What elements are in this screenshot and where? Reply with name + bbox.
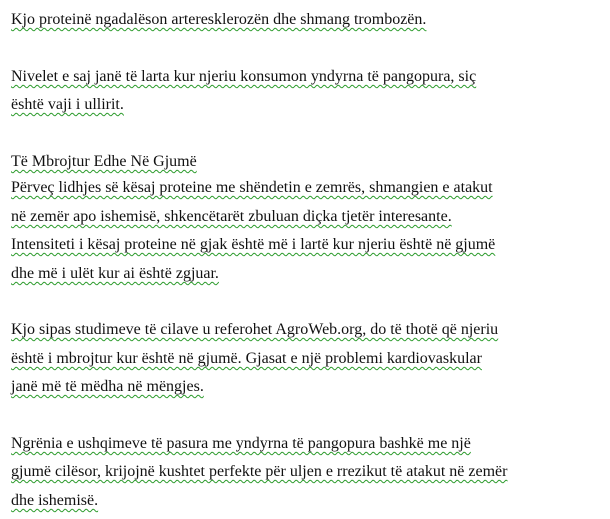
paragraph-4-line-3: janë më të mëdha në mëngjes. [11, 378, 204, 395]
paragraph-4-line-2: është i mbrojtur kur është në gjumë. Gjasat e një problemi kardiovaskular [11, 350, 482, 367]
paragraph-2-line-1: Nivelet e saj janë të larta kur njeriu konsumon yndyrna të pangopura, siç [11, 68, 477, 85]
paragraph-3-line-3: Intensiteti i kësaj proteine në gjak është më i lartë kur njeriu është në gjumë [11, 236, 496, 253]
section-heading: Të Mbrojtur Edhe Në Gjumë [11, 153, 197, 170]
paragraph-3-line-4: dhe më i ulët kur ai është zgjuar. [11, 265, 219, 282]
paragraph-5-line-3: dhe ishemisë. [11, 492, 99, 509]
paragraph-5-line-1: Ngrënia e ushqimeve të pasura me yndyrna të pangopura bashkë me një [11, 435, 471, 452]
paragraph-5-line-2: gjumë cilësor, krijojnë kushtet perfekte për uljen e rrezikut të atakut në zemër [11, 463, 508, 480]
paragraph-3-line-2: në zemër apo ishemisë, shkencëtarët zbuluan diçka tjetër interesante. [11, 208, 452, 225]
paragraph-4-line-1: Kjo sipas studimeve të cilave u referohet AgroWeb.org, do të thotë që njeriu [11, 321, 499, 338]
paragraph-2-line-2: është vaji i ullirit. [11, 96, 124, 113]
paragraph-3-line-1: Përveç lidhjes së kësaj proteine me shëndetin e zemrës, shmangien e atakut [11, 179, 493, 196]
paragraph-1-line-1: Kjo proteinë ngadalëson arteresklerozën dhe shmang trombozën. [11, 11, 427, 28]
